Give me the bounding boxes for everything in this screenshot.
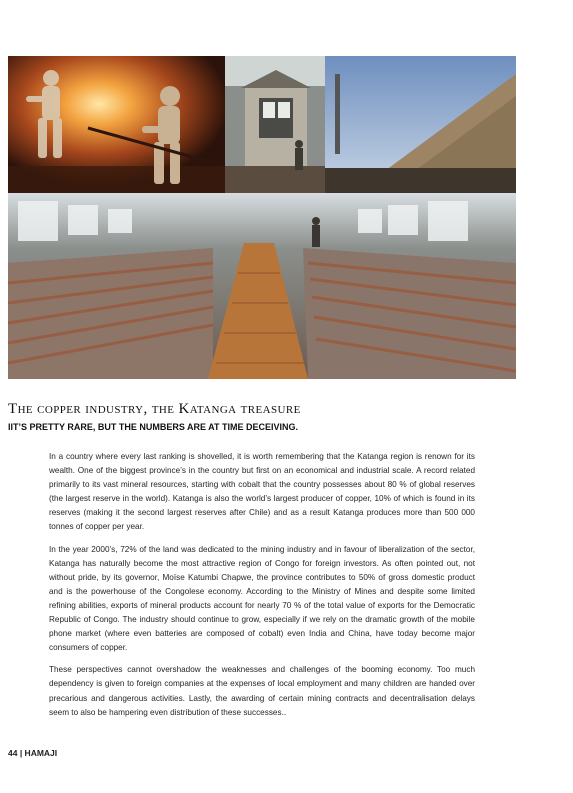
photo-ore-stockpile <box>325 56 516 193</box>
article-body <box>49 450 475 728</box>
photo-furnace-workers <box>8 56 225 193</box>
photo-copper-tankhouse <box>8 193 516 379</box>
paragraph: In the year 2000’s, 72% of the land was dedicated to the mining industry and in favour of liberalization of the sector, Katanga has naturally become the most attractive region of Congo for foreign investors. As often pointed out, not without pride, by its governor, Moïse Katumbi Chapwe, the province contributes to 50% of gross domestic product and is the powerhouse of the Congolese economy. According to the Ministry of Mines and despite some limited refining abilities, exports of mineral products account for nearly 70 % of the total value of exports for the Democratic Republic of Congo. The industry should continue to grow, especially if we rely on the dramatic growth of the mobile phone market (where even batteries are composed of cobalt) even India and China, have today become major consumers of copper. <box>49 544 475 653</box>
paragraph: In a country where every last ranking is shovelled, it is worth remembering that the Katanga region is renown for its wealth. One of the biggest province’s in the country but first on an economical and industrial scale. A record related primarily to its vast mineral resources, starting with cobalt that the country possesses about 80 % of global reserves (the largest reserve in the world). Katanga is also the world’s largest producer of copper, 10% of which is found in its reserves (making it the second largest reserves after Chile) and as a result Katanga produces more than 500 000 tonnes of copper per year. <box>49 452 475 532</box>
page-folio: 44 | HAMAJI <box>8 748 58 758</box>
photo-old-plant-building <box>225 56 325 193</box>
article-subheadline: IIT’S PRETTY RARE, BUT THE NUMBERS ARE AT TIME DECEIVING. <box>8 422 299 432</box>
article-headline: The copper industry, the Katanga treasure <box>8 401 301 417</box>
paragraph: These perspectives cannot overshadow the weaknesses and challenges of the booming economy. Too much dependency is given to foreign companies at the expenses of local employment and many children are handed over precarious and dangerous activities. Lastly, the awarding of certain mining contracts and decentralisation delays seem to also be hampering even distribution of these successes.. <box>49 665 475 717</box>
